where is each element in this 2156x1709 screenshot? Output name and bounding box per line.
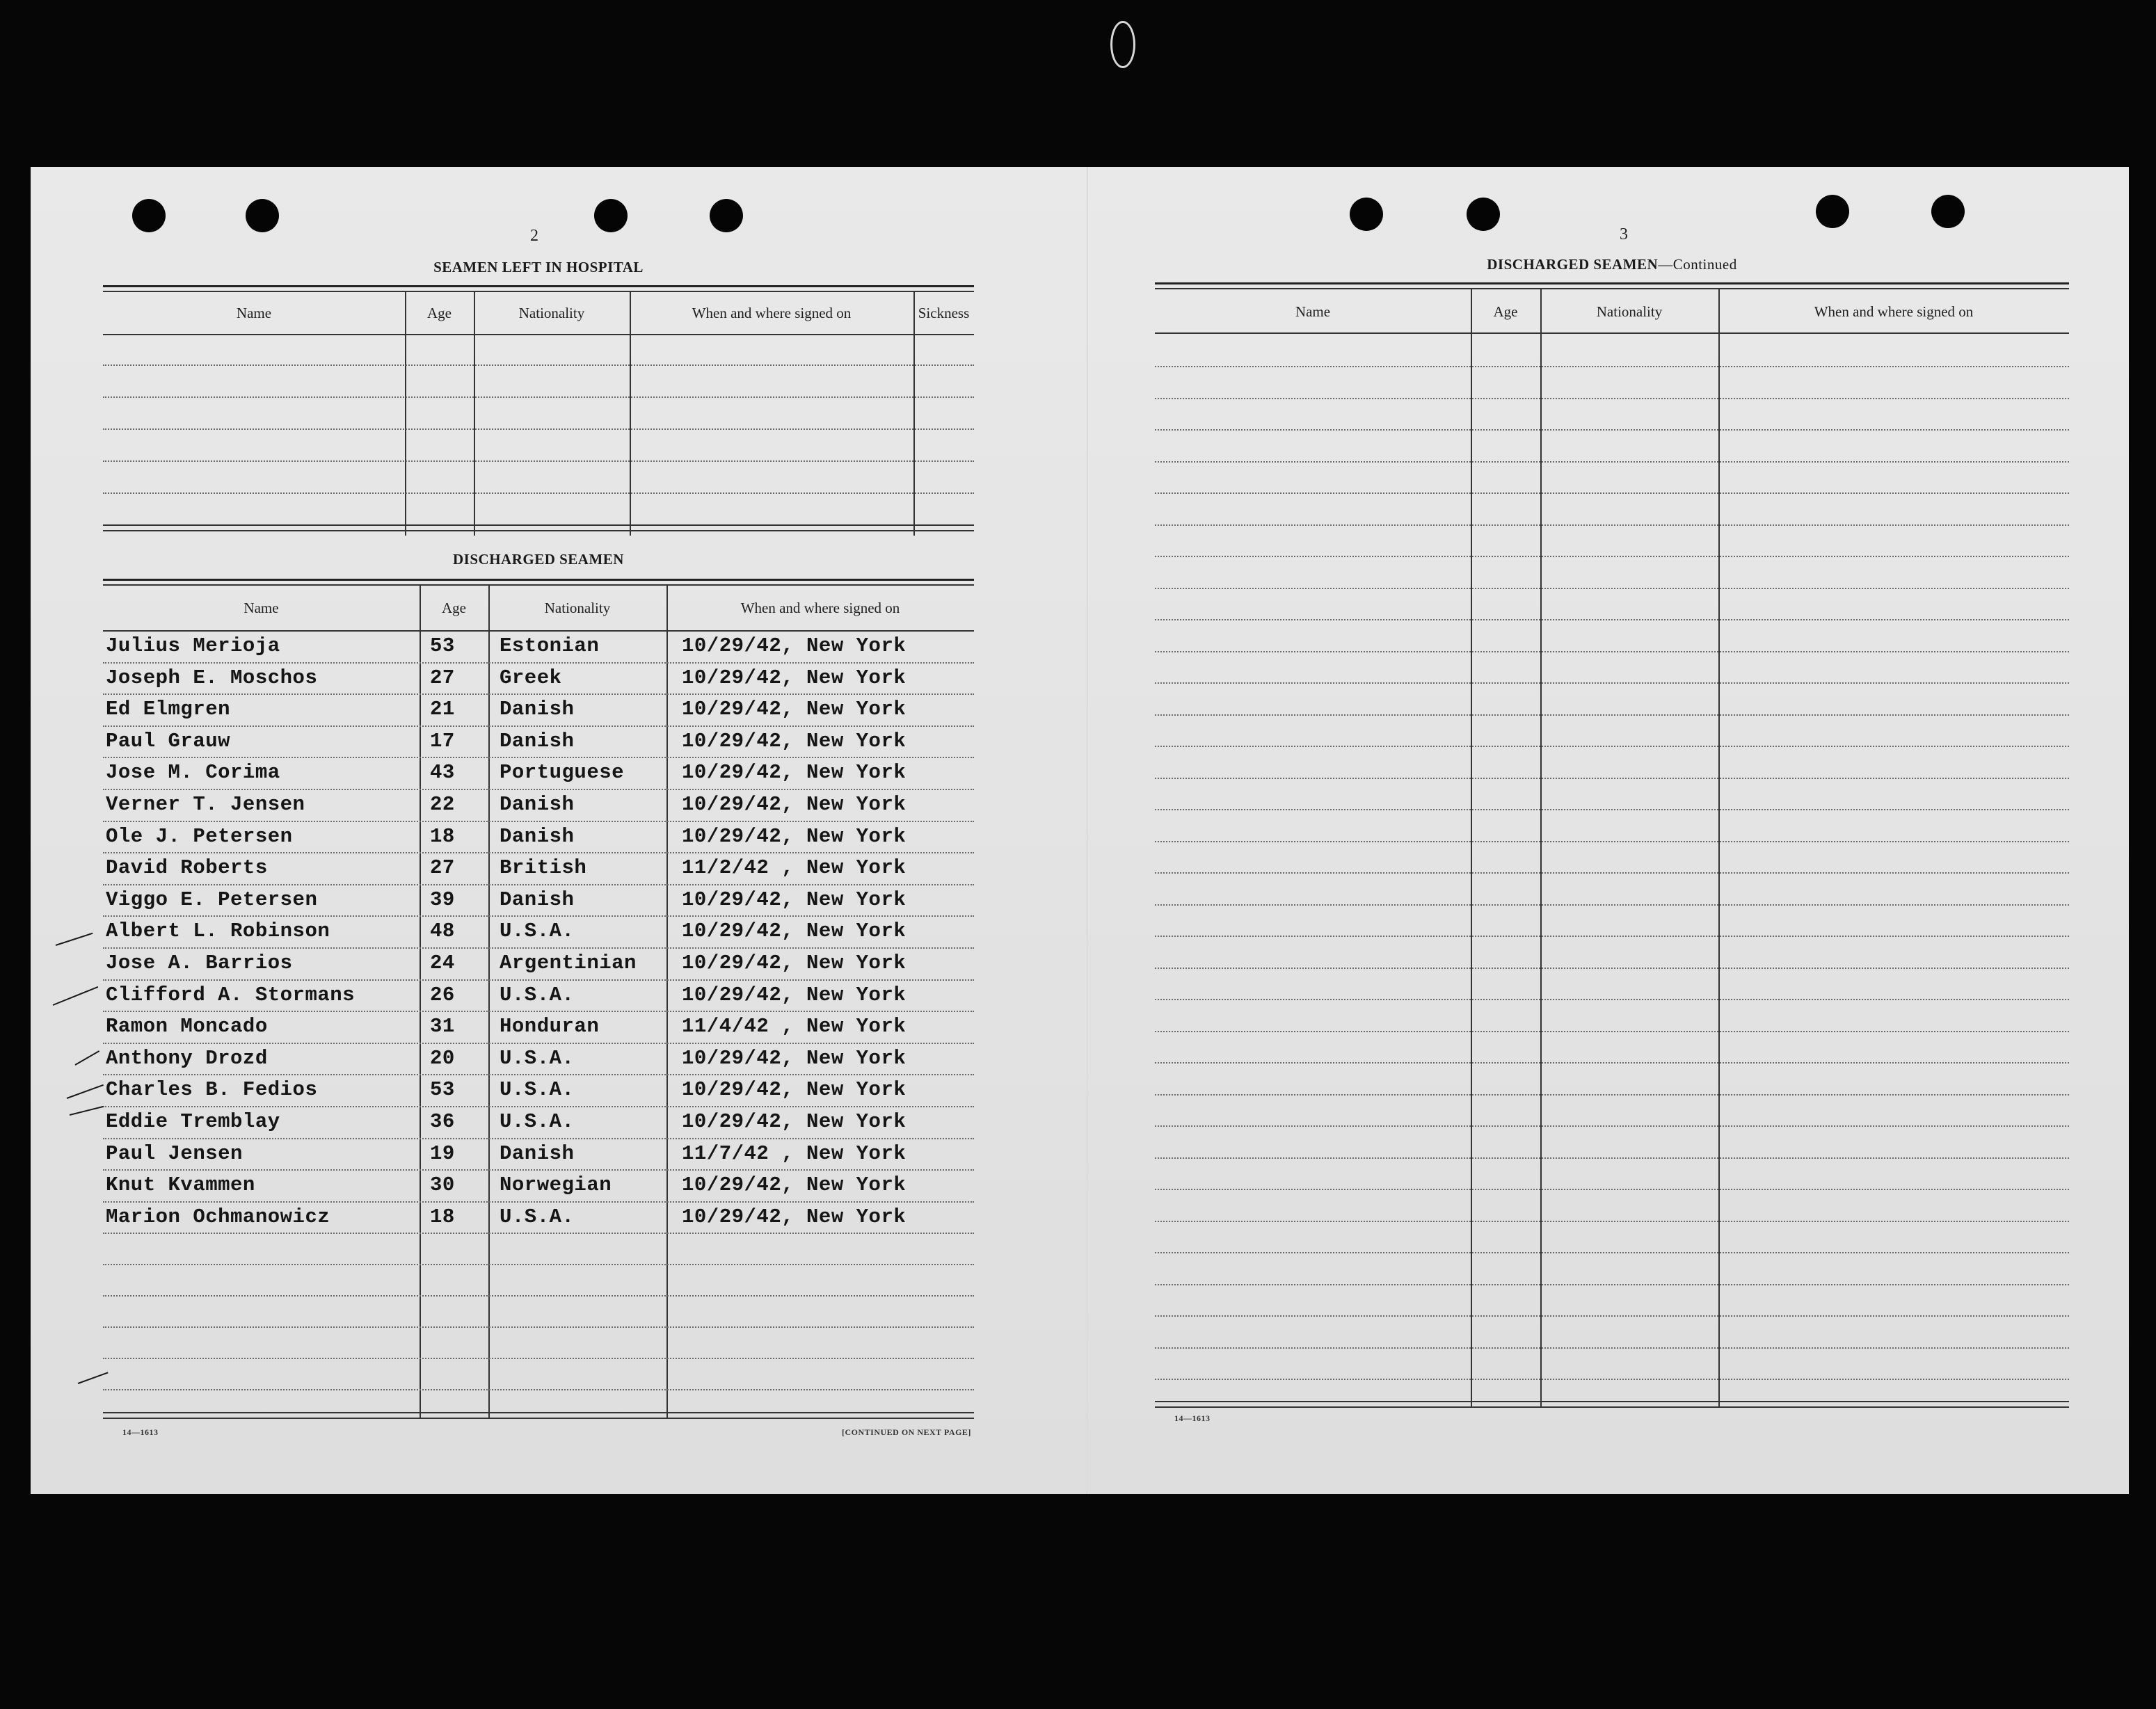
cell-signed-on: 10/29/42, New York — [682, 1205, 907, 1228]
row-rule — [1155, 1284, 2069, 1285]
row-rule — [103, 1138, 974, 1139]
col-header-name: Name — [1295, 303, 1331, 320]
row-rule — [1155, 1094, 2069, 1096]
row-rule — [103, 1326, 974, 1328]
cell-name: Ole J. Petersen — [106, 824, 293, 848]
cell-nationality: Argentinian — [500, 952, 637, 974]
pencil-mark — [1110, 21, 1135, 68]
row-rule — [1155, 524, 2069, 526]
cell-name: Eddie Tremblay — [106, 1110, 280, 1133]
cell-name: Jose A. Barrios — [106, 952, 293, 974]
col-header-age: Age — [427, 305, 452, 321]
row-rule — [103, 1043, 974, 1044]
page-number: 2 — [530, 227, 538, 245]
check-mark — [70, 1106, 104, 1116]
cell-age: 24 — [430, 952, 455, 974]
row-rule — [1155, 682, 2069, 684]
cell-nationality: Danish — [500, 729, 575, 753]
col-header-sickness: Sickness — [918, 305, 970, 321]
punch-hole — [710, 199, 743, 232]
cell-signed-on: 11/2/42 , New York — [682, 856, 907, 880]
cell-name: Knut Kvammen — [106, 1173, 255, 1197]
row-rule — [1155, 1315, 2069, 1317]
row-rule — [1155, 651, 2069, 652]
cell-signed-on: 10/29/42, New York — [682, 1078, 907, 1102]
cell-name: Ed Elmgren — [106, 698, 231, 721]
cell-signed-on: 10/29/42, New York — [682, 1046, 907, 1070]
punch-hole — [1467, 198, 1500, 231]
col-header-nationality: Nationality — [544, 600, 611, 616]
row-rule — [1155, 1221, 2069, 1222]
cell-age: 53 — [430, 1078, 455, 1102]
cell-signed-on: 10/29/42, New York — [682, 920, 907, 943]
cell-name: Joseph E. Moschos — [106, 666, 318, 689]
discharged-table — [103, 579, 974, 1419]
punch-hole — [1931, 195, 1965, 228]
cell-name: Viggo E. Petersen — [106, 888, 318, 911]
cell-nationality: U.S.A. — [500, 1046, 575, 1070]
punch-hole — [594, 199, 628, 232]
cell-name: Charles B. Fedios — [106, 1078, 318, 1102]
left-page — [31, 167, 1088, 1494]
row-rule — [1155, 429, 2069, 431]
cell-name: Jose M. Corima — [106, 761, 280, 785]
cell-nationality: Honduran — [500, 1015, 600, 1038]
punch-hole — [132, 199, 166, 232]
cell-age: 17 — [430, 729, 455, 753]
cell-signed-on: 11/7/42 , New York — [682, 1141, 907, 1165]
row-rule — [103, 662, 974, 664]
cell-age: 19 — [430, 1141, 455, 1165]
cell-nationality: Danish — [500, 888, 575, 911]
row-rule — [103, 947, 974, 949]
cell-nationality: Danish — [500, 1141, 575, 1165]
col-header-nationality: Nationality — [518, 305, 585, 321]
row-rule — [1155, 809, 2069, 810]
row-rule — [103, 693, 974, 695]
row-rule — [103, 1358, 974, 1359]
cell-name: Albert L. Robinson — [106, 920, 330, 943]
cell-age: 18 — [430, 1205, 455, 1228]
cell-age: 31 — [430, 1015, 455, 1038]
row-rule — [103, 1106, 974, 1107]
row-rule — [1155, 492, 2069, 494]
cell-age: 48 — [430, 920, 455, 943]
row-rule — [103, 725, 974, 727]
col-header-nationality: Nationality — [1596, 303, 1663, 320]
cell-nationality: U.S.A. — [500, 920, 575, 943]
cell-signed-on: 10/29/42, New York — [682, 729, 907, 753]
cell-signed-on: 10/29/42, New York — [682, 952, 907, 974]
col-header-signed: When and where signed on — [740, 600, 900, 616]
cell-age: 36 — [430, 1110, 455, 1133]
form-number: 14—1613 — [1174, 1413, 1211, 1423]
row-rule — [103, 1011, 974, 1012]
cell-age: 27 — [430, 666, 455, 689]
cell-age: 30 — [430, 1173, 455, 1197]
cell-signed-on: 10/29/42, New York — [682, 761, 907, 785]
cell-nationality: British — [500, 856, 587, 880]
col-header-age: Age — [1493, 303, 1518, 320]
cell-name: Paul Jensen — [106, 1141, 243, 1165]
row-rule — [1155, 1031, 2069, 1032]
row-rule — [103, 757, 974, 758]
row-rule — [103, 1295, 974, 1297]
cell-age: 21 — [430, 698, 455, 721]
cell-age: 39 — [430, 888, 455, 911]
cell-nationality: U.S.A. — [500, 983, 575, 1006]
col-header-name: Name — [243, 600, 279, 616]
row-rule — [1155, 1125, 2069, 1127]
punch-hole — [1816, 195, 1849, 228]
hospital-table — [103, 285, 974, 536]
row-rule — [1155, 1189, 2069, 1190]
row-rule — [1155, 619, 2069, 620]
cell-nationality: Norwegian — [500, 1173, 612, 1197]
page-number: 3 — [1620, 225, 1628, 243]
continued-section-title: DISCHARGED SEAMEN—Continued — [1487, 256, 1737, 273]
cell-age: 26 — [430, 983, 455, 1006]
cell-name: Julius Merioja — [106, 634, 280, 657]
cell-nationality: Danish — [500, 698, 575, 721]
row-rule — [1155, 1157, 2069, 1159]
row-rule — [1155, 936, 2069, 937]
right-page — [1088, 167, 2129, 1494]
cell-name: Clifford A. Stormans — [106, 983, 356, 1006]
row-rule — [1155, 872, 2069, 874]
cell-nationality: Greek — [500, 666, 562, 689]
row-rule — [103, 789, 974, 790]
row-rule — [1155, 841, 2069, 842]
row-rule — [103, 821, 974, 822]
cell-signed-on: 11/4/42 , New York — [682, 1015, 907, 1038]
col-header-age: Age — [442, 600, 466, 616]
row-rule — [103, 1389, 974, 1390]
cell-signed-on: 10/29/42, New York — [682, 983, 907, 1006]
cell-signed-on: 10/29/42, New York — [682, 888, 907, 911]
check-mark — [75, 1050, 100, 1066]
cell-signed-on: 10/29/42, New York — [682, 698, 907, 721]
row-rule — [1155, 999, 2069, 1000]
row-rule — [1155, 1347, 2069, 1349]
cell-signed-on: 10/29/42, New York — [682, 666, 907, 689]
cell-age: 27 — [430, 856, 455, 880]
cell-nationality: U.S.A. — [500, 1110, 575, 1133]
cell-name: Verner T. Jensen — [106, 793, 305, 816]
cell-name: Paul Grauw — [106, 729, 231, 753]
cell-age: 22 — [430, 793, 455, 816]
row-rule — [1155, 1252, 2069, 1253]
col-header-signed: When and where signed on — [692, 305, 852, 321]
row-rule — [103, 1233, 974, 1234]
punch-hole — [246, 199, 279, 232]
row-rule — [103, 1201, 974, 1203]
cell-name: David Roberts — [106, 856, 268, 880]
row-rule — [1155, 746, 2069, 747]
row-rule — [1155, 968, 2069, 969]
cell-signed-on: 10/29/42, New York — [682, 824, 907, 848]
cell-nationality: Estonian — [500, 634, 600, 657]
cell-signed-on: 10/29/42, New York — [682, 1173, 907, 1197]
row-rule — [1155, 366, 2069, 367]
cell-nationality: U.S.A. — [500, 1205, 575, 1228]
row-rule — [103, 979, 974, 981]
check-mark — [67, 1084, 104, 1099]
row-rule — [1155, 714, 2069, 716]
hospital-section-title: SEAMEN LEFT IN HOSPITAL — [433, 259, 644, 275]
discharged-section-title: DISCHARGED SEAMEN — [453, 551, 624, 568]
cell-age: 53 — [430, 634, 455, 657]
row-rule — [103, 852, 974, 853]
cell-age: 18 — [430, 824, 455, 848]
discharged-continued-table — [1155, 282, 2069, 1408]
check-mark — [56, 933, 93, 946]
row-rule — [1155, 398, 2069, 399]
cell-nationality: U.S.A. — [500, 1078, 575, 1102]
cell-signed-on: 10/29/42, New York — [682, 634, 907, 657]
row-rule — [103, 915, 974, 917]
cell-signed-on: 10/29/42, New York — [682, 793, 907, 816]
row-rule — [1155, 1379, 2069, 1380]
row-rule — [1155, 904, 2069, 906]
cell-signed-on: 10/29/42, New York — [682, 1110, 907, 1133]
row-rule — [103, 1264, 974, 1265]
cell-name: Marion Ochmanowicz — [106, 1205, 330, 1228]
col-header-name: Name — [236, 305, 272, 321]
cell-nationality: Portuguese — [500, 761, 625, 785]
col-header-signed: When and where signed on — [1814, 303, 1974, 320]
check-mark — [53, 986, 99, 1006]
cell-name: Anthony Drozd — [106, 1046, 268, 1070]
form-number: 14—1613 — [122, 1427, 159, 1437]
cell-nationality: Danish — [500, 824, 575, 848]
row-rule — [103, 884, 974, 885]
cell-name: Ramon Moncado — [106, 1015, 268, 1038]
cell-nationality: Danish — [500, 793, 575, 816]
row-rule — [103, 1169, 974, 1171]
row-rule — [1155, 461, 2069, 463]
row-rule — [1155, 1062, 2069, 1064]
cell-age: 20 — [430, 1046, 455, 1070]
row-rule — [1155, 588, 2069, 589]
continued-note: [CONTINUED ON NEXT PAGE] — [842, 1427, 971, 1437]
row-rule — [1155, 778, 2069, 779]
cell-age: 43 — [430, 761, 455, 785]
punch-hole — [1350, 198, 1383, 231]
row-rule — [1155, 556, 2069, 557]
row-rule — [103, 1074, 974, 1075]
